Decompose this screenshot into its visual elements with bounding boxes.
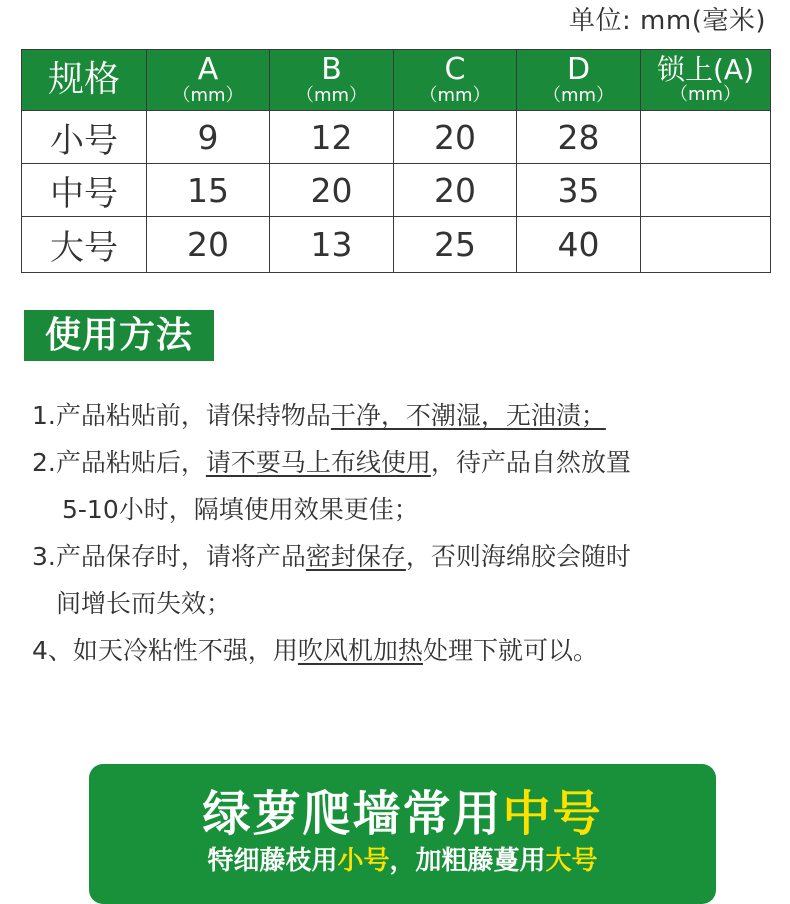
- instruction-line: [32, 627, 772, 674]
- banner-title: [89, 786, 716, 842]
- header-label: 规格: [47, 59, 120, 100]
- header-label: 锁上(A): [656, 53, 754, 86]
- cell-d: 28: [517, 111, 641, 164]
- banner-sub-highlight: 大号: [545, 846, 598, 876]
- cell-c: 20: [394, 164, 517, 217]
- table-row: [22, 111, 771, 164]
- instruction-line: [32, 533, 772, 580]
- header-spec: [22, 50, 147, 111]
- instruction-text: ，待产品自然放置: [430, 448, 631, 477]
- spec-table: [21, 49, 771, 273]
- header-unit: （mm）: [295, 85, 368, 106]
- table-row: [22, 217, 771, 273]
- row-name: 小号: [22, 111, 147, 164]
- usage-instructions: [32, 392, 772, 674]
- header-lock: [641, 50, 771, 111]
- cell-c: 20: [394, 111, 517, 164]
- header-unit: （mm）: [419, 85, 491, 106]
- instruction-text: 2.产品粘贴后，: [32, 448, 206, 477]
- cell-lock: [641, 164, 771, 217]
- row-name: 大号: [22, 217, 147, 273]
- cell-c: 25: [394, 217, 517, 273]
- cell-a: 15: [147, 164, 270, 217]
- header-a: [147, 50, 270, 111]
- header-d: [517, 50, 641, 111]
- header-label: B: [321, 52, 342, 87]
- table-header-row: [22, 50, 771, 111]
- cell-d: 35: [517, 164, 641, 217]
- usage-title: 使用方法: [24, 310, 214, 361]
- instruction-text: 4、如天冷粘性不强，用: [32, 636, 298, 665]
- banner-sub-highlight: 小号: [337, 846, 390, 876]
- banner-subtitle: [89, 846, 716, 876]
- cell-a: 9: [147, 111, 270, 164]
- header-label: C: [444, 52, 466, 87]
- instruction-text: ，否则海绵胶会随时: [405, 542, 631, 571]
- unit-label: 单位: mm(毫米): [569, 6, 766, 36]
- instruction-line: [32, 392, 772, 439]
- cell-a: 20: [147, 217, 270, 273]
- instruction-text: 5-10小时，隔填使用效果更佳；: [62, 495, 419, 524]
- banner-sub-text: 特细藤枝用: [207, 846, 338, 876]
- header-c: [394, 50, 517, 111]
- cell-b: 12: [270, 111, 394, 164]
- cell-d: 40: [517, 217, 641, 273]
- cell-b: 13: [270, 217, 394, 273]
- instruction-text: 1.产品粘贴前，请保持物品: [32, 401, 331, 430]
- header-unit: （mm）: [172, 85, 244, 106]
- instruction-text: 间增长而失效；: [56, 589, 232, 618]
- instruction-emphasis: 请不要马上布线使用: [205, 448, 431, 477]
- cell-b: 20: [270, 164, 394, 217]
- header-b: [270, 50, 394, 111]
- instruction-emphasis: 干净，不潮湿，无油渍；: [330, 401, 606, 430]
- instruction-emphasis: 吹风机加热: [297, 636, 423, 665]
- header-unit: （mm）: [542, 85, 615, 106]
- instruction-line: [32, 580, 772, 627]
- banner-title-highlight: 中号: [502, 786, 603, 842]
- table-row: [22, 164, 771, 217]
- banner-sub-text: ，加粗藤蔓用: [389, 846, 546, 876]
- instruction-text: 处理下就可以。: [422, 636, 598, 665]
- header-unit: （mm）: [669, 84, 742, 105]
- instruction-line: [32, 486, 772, 533]
- instruction-line: [32, 439, 772, 486]
- instruction-emphasis: 密封保存: [305, 542, 406, 571]
- recommendation-banner: [89, 764, 716, 904]
- cell-lock: [641, 217, 771, 273]
- header-label: D: [566, 52, 591, 87]
- instruction-text: 3.产品保存时，请将产品: [32, 542, 306, 571]
- banner-title-text: 绿萝爬墙常用: [202, 786, 503, 842]
- header-label: A: [197, 52, 219, 87]
- cell-lock: [641, 111, 771, 164]
- row-name: 中号: [22, 164, 147, 217]
